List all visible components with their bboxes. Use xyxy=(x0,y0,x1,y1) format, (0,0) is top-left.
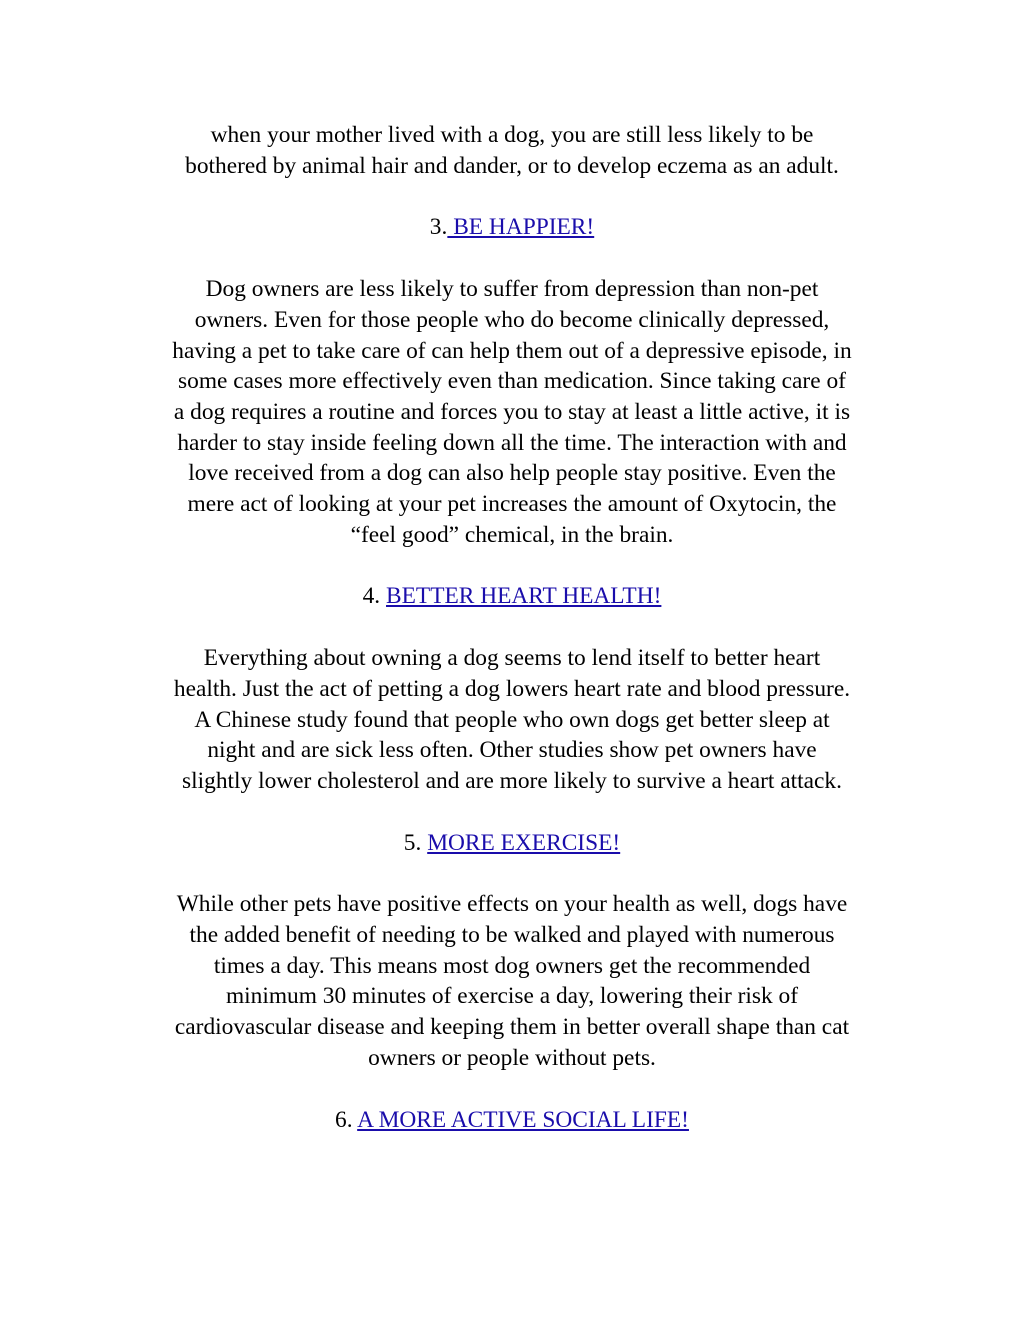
body-line: night and are sick less often. Other studies show pet owners have xyxy=(207,737,817,764)
section-number: 6. xyxy=(335,1106,353,1133)
body-line: While other pets have positive effects on your health as well, dogs have xyxy=(176,891,848,918)
section-body-3 xyxy=(112,274,912,550)
body-line: a dog requires a routine and forces you to stay at least a little active, it is xyxy=(173,398,851,425)
body-line: “feel good” chemical, in the brain. xyxy=(350,521,674,548)
body-line: Dog owners are less likely to suffer from depression than non-pet xyxy=(205,276,819,303)
body-line: times a day. This means most dog owners get the recommended xyxy=(213,952,811,979)
intro-line: bothered by animal hair and dander, or to develop eczema as an adult. xyxy=(185,152,839,179)
intro-paragraph xyxy=(112,120,912,181)
section-link-more-exercise[interactable]: MORE EXERCISE! xyxy=(427,829,621,856)
body-line: health. Just the act of petting a dog lowers heart rate and blood pressure. xyxy=(173,675,851,702)
section-body-4 xyxy=(112,643,912,797)
body-line: love received from a dog can also help people stay positive. Even the xyxy=(188,460,836,487)
body-line: cardiovascular disease and keeping them in better overall shape than cat xyxy=(174,1014,850,1041)
body-line: the added benefit of needing to be walked and played with numerous xyxy=(189,922,835,949)
body-line: minimum 30 minutes of exercise a day, lowering their risk of xyxy=(225,983,799,1010)
body-line: some cases more effectively even than medication. Since taking care of xyxy=(178,368,846,395)
section-heading-5 xyxy=(112,828,912,859)
section-link-better-heart-health[interactable]: BETTER HEART HEALTH! xyxy=(386,583,662,610)
section-heading-6 xyxy=(112,1105,912,1136)
section-number: 4. xyxy=(362,583,381,610)
body-line: Everything about owning a dog seems to lend itself to better heart xyxy=(203,645,821,672)
body-line: A Chinese study found that people who own dogs get better sleep at xyxy=(194,706,830,733)
section-number: 3. xyxy=(429,214,448,241)
section-heading-3 xyxy=(112,212,912,243)
section-body-5 xyxy=(112,889,912,1073)
section-link-active-social-life[interactable]: A MORE ACTIVE SOCIAL LIFE! xyxy=(357,1106,689,1133)
section-heading-4 xyxy=(112,581,912,612)
section-number: 5. xyxy=(403,829,422,856)
page-content xyxy=(112,120,912,1166)
intro-line: when your mother lived with a dog, you are still less likely to be xyxy=(210,122,814,148)
body-line: mere act of looking at your pet increases the amount of Oxytocin, the xyxy=(187,491,837,518)
body-line: slightly lower cholesterol and are more likely to survive a heart attack. xyxy=(182,767,842,794)
section-link-be-happier[interactable]: BE HAPPIER! xyxy=(447,214,595,241)
body-line: owners or people without pets. xyxy=(368,1044,656,1071)
body-line: having a pet to take care of can help them out of a depressive episode, in xyxy=(172,337,852,364)
body-line: harder to stay inside feeling down all the time. The interaction with and xyxy=(177,429,847,456)
body-line: owners. Even for those people who do become clinically depressed, xyxy=(194,306,830,333)
